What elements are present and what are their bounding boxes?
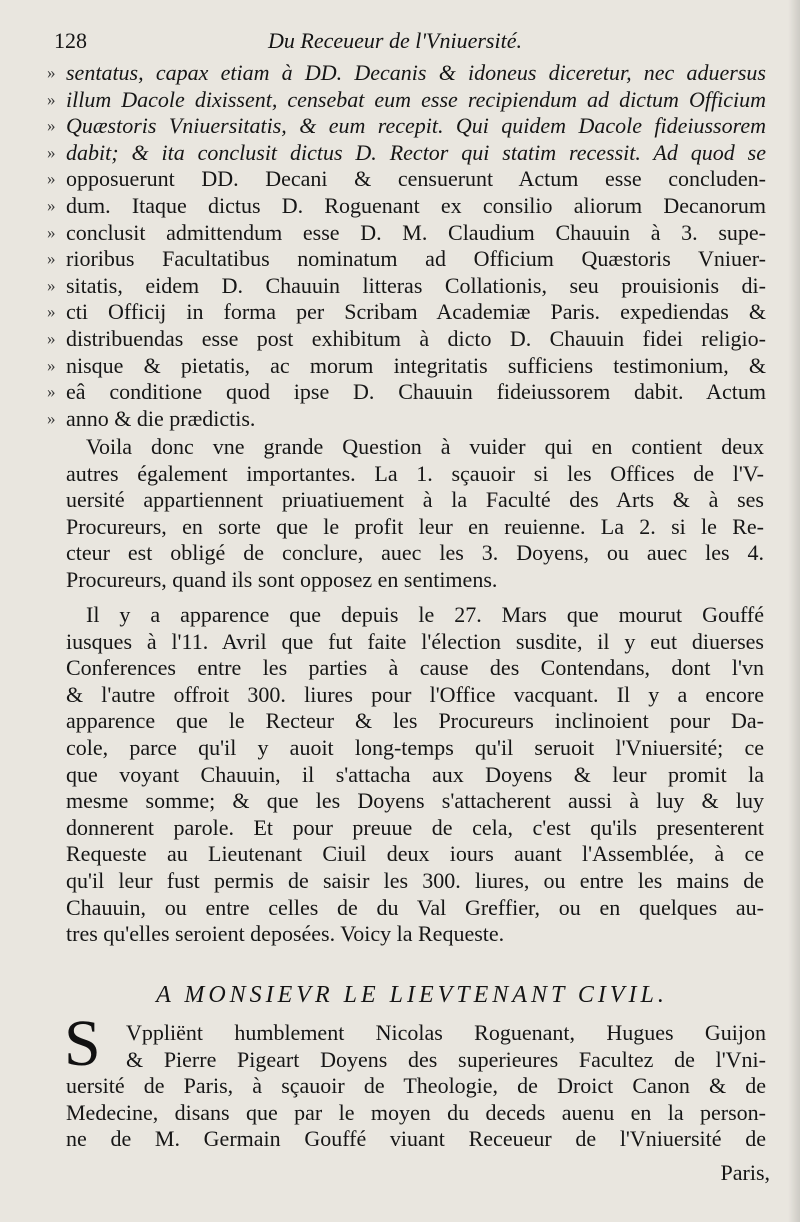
quote-line: » Quæstoris Vniuersitatis, & eum recepit. Qui quidem Dacole fideiussorem [47,113,766,139]
quote-line: » dabit; & ita conclusit dictus D. Rector qui statim recessit. Ad quod se [47,139,766,165]
paragraph-line: Il y a apparence que depuis le 27. Mars que mourut Gouffé [86,602,764,627]
quote-marker: » [47,275,56,295]
quote-marker: » [47,249,56,269]
quote-marker: » [47,195,56,215]
paragraph-line: Voila donc vne grande Question à vuider qui en contient deux [86,434,764,459]
quote-line: » illum Dacole dixissent, censebat eum esse recipiendum ad dictum Officium [47,86,766,112]
paragraph-line: Procureurs, en sorte que le profit leur en reuienne. La 2. si le Re- [66,513,764,539]
quote-marker: » [47,116,56,136]
quote-line: » anno & die prædictis. [47,405,256,431]
paragraph-question [0,434,800,594]
paragraph-line: que voyant Chauuin, il s'attacha aux Doyens & leur promit la [66,761,764,787]
quote-line: » nisque & pietatis, ac morum integritatis sufficiens testimonium, & [47,352,766,378]
paragraph-line: donnerent parole. Et pour preuue de cela, c'est qu'ils presenterent [66,814,764,840]
quote-line: » eâ conditione quod ipse D. Chauuin fideiussorem dabit. Actum [47,379,766,405]
paragraph-line: Chauuin, ou entre celles de du Val Greffier, ou en quelques au- [66,894,764,920]
petition-text [0,1020,800,1153]
paragraph-line: & Pierre Pigeart Doyens des superieures Facultez de l'Vni- [126,1046,766,1072]
quote-line: » dum. Itaque dictus D. Roguenant ex consilio aliorum Decanorum [47,192,766,218]
paragraph-line: apparence que le Recteur & les Procureurs inclinoient pour Da- [66,708,764,734]
paragraph-line: uersité appartiennent priuatiuement à la Faculté des Arts & à ses [66,487,764,513]
paragraph-line: Conferences entre les parties à cause des Contendans, dont l'vn [66,655,764,681]
paragraph-line: iusques à l'11. Avril que fut faite l'élection susdite, il y eut diuerses [66,628,764,654]
quote-marker: » [47,302,56,322]
paragraph-line: uersité de Paris, à sçauoir de Theologie, de Droict Canon & de [66,1073,766,1099]
paragraph-line: tres qu'elles seroient deposées. Voicy la Requeste. [66,921,505,947]
quote-marker: » [47,142,56,162]
paragraph-line: Procureurs, quand ils sont opposez en sentimens. [66,566,498,592]
paragraph-apparence [0,602,800,948]
quote-line: » opposuerunt DD. Decani & censuerunt Actum esse concluden- [47,166,766,192]
quote-marker: » [47,89,56,109]
quote-marker: » [47,328,56,348]
quote-marker: » [47,355,56,375]
quote-marker: » [47,408,56,428]
quote-line: » conclusit admittendum esse D. M. Claudium Chauuin à 3. supe- [47,219,766,245]
paragraph-line: Medecine, disans que par le moyen du deceds auenu en la person- [66,1099,766,1125]
paragraph-line: Vppliënt humblement Nicolas Roguenant, Hugues Guijon [126,1020,766,1045]
paragraph-line: mesme somme; & que les Doyens s'attacherent aussi à luy & luy [66,788,764,814]
page-header [48,22,548,54]
quote-marker: » [47,63,56,82]
quote-marker: » [47,382,56,402]
quote-line: » rioribus Facultatibus nominatum ad Officium Quæstoris Vniuer- [47,246,766,272]
paragraph-line: Requeste au Lieutenant Ciuil deux iours auant l'Assemblée, à ce [66,841,764,867]
paragraph-line: & l'autre offroit 300. liures pour l'Office vacquant. Il y a encore [66,681,764,707]
paragraph-line: autres également importantes. La 1. sçauoir si les Offices de l'V- [66,460,764,486]
page-number: 128 [54,28,87,53]
running-title: Du Receueur de l'Vniuersité. [268,28,522,53]
paragraph-line: qu'il leur fust permis de saisir les 300. liures, ou entre les mains de [66,867,764,893]
quote-marker: » [47,169,56,189]
paragraph-line: cteur est obligé de conclure, auec les 3. Doyens, ou auec les 4. [66,540,764,566]
quote-line: » cti Officij in forma per Scribam Academiæ Paris. expediendas & [47,299,766,325]
drop-cap: S [64,1007,101,1080]
section-heading: A MONSIEVR LE LIEVTENANT CIVIL. [156,982,668,1008]
page-edge-shadow [788,0,800,1222]
quote-line: » distribuendas esse post exhibitum à dicto D. Chauuin fidei religio- [47,325,766,351]
paragraph-line: ne de M. Germain Gouffé viuant Receueur de l'Vniuersité de [66,1126,766,1152]
quote-line: » sentatus, capax etiam à DD. Decanis & idoneus diceretur, nec aduersus [47,60,766,85]
quote-marker: » [47,222,56,242]
catchword: Paris, [720,1160,770,1185]
quote-line: » sitatis, eidem D. Chauuin litteras Collationis, seu prouisionis di- [47,272,766,298]
latin-quote-block [0,60,800,432]
paragraph-line: cole, parce qu'il y auoit long-temps qu'il seruoit l'Vniuersité; ce [66,734,764,760]
